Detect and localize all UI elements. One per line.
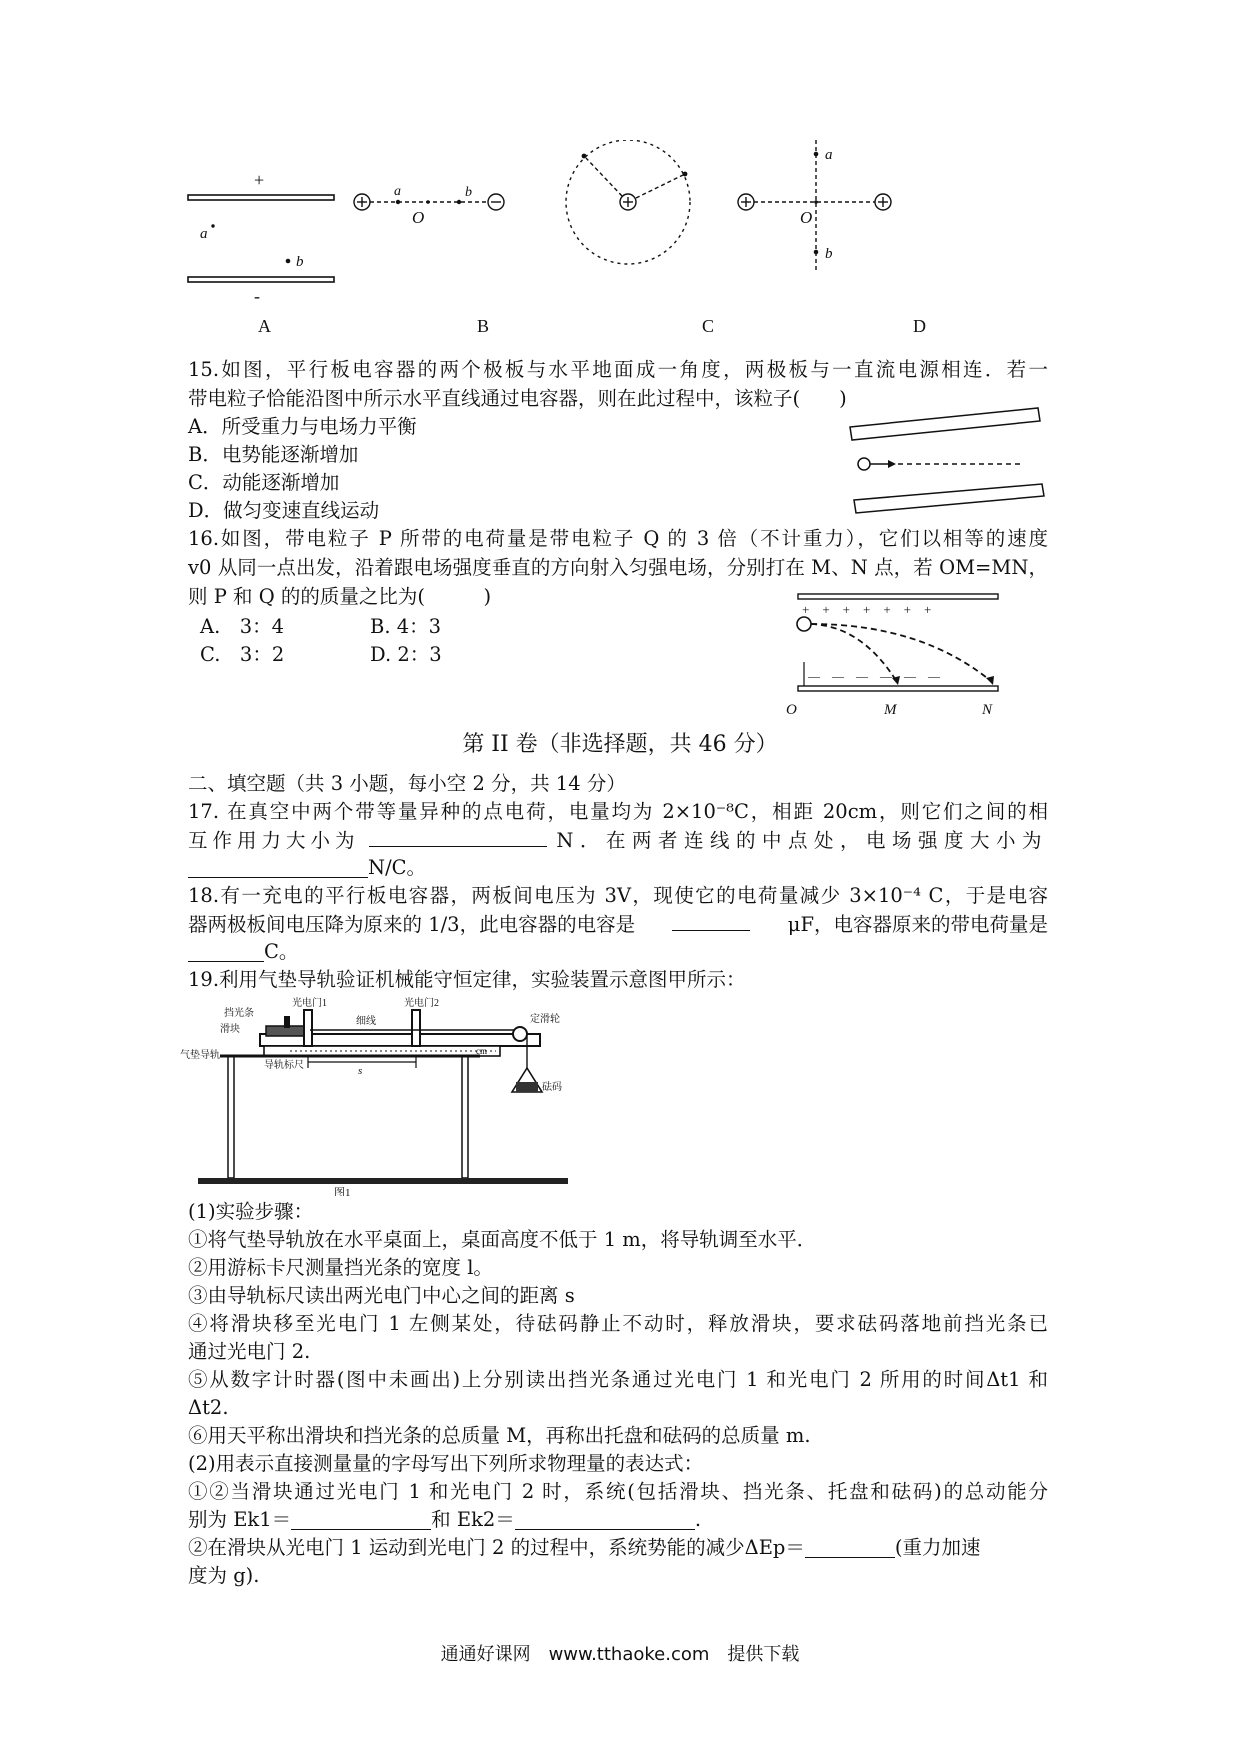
q19-ek1-blank[interactable] — [291, 1509, 431, 1530]
q19-fig-caption: 图1 — [334, 1187, 351, 1196]
q19-step5-line2: Δt2. — [188, 1396, 229, 1419]
q19-fig-shading: 挡光条 — [224, 1008, 254, 1019]
q16-figure — [782, 590, 1022, 722]
q15-option-b: B．电势能逐渐增加 — [188, 443, 359, 466]
q19-fig-s: s — [358, 1065, 363, 1077]
figure-a — [188, 195, 334, 282]
q16-option-c: C. 3：2 — [200, 643, 285, 666]
q17-line2-text-a: 互作用力大小为 — [188, 829, 360, 852]
q19-fig-scale: 导轨标尺 — [264, 1060, 304, 1071]
figure-d-point-a: a — [825, 147, 833, 163]
q19-fig-pulley: 定滑轮 — [530, 1014, 560, 1025]
q19-step2: ②用游标卡尺测量挡光条的宽度 l。 — [188, 1256, 493, 1279]
q18-line2-text-a: 器两极板间电压降为原来的 1/3，此电容器的电容是 — [188, 913, 636, 936]
q19-ep-blank[interactable] — [805, 1537, 895, 1558]
q16-fig-minus: — — — — — — — [808, 669, 941, 683]
q19-step5-line1: ⑤从数字计时器(图中未画出)上分别读出挡光条通过光电门 1 和光电门 2 所用的时间Δt1 和 — [188, 1368, 1048, 1391]
q19-expr1-line2 — [188, 1506, 1048, 1534]
q19-step4-line1: ④将滑块移至光电门 1 左侧某处，待砝码静止不动时，释放滑块，要求砝码落地前挡光条已 — [188, 1312, 1048, 1335]
figure-b-point-o: O — [412, 208, 425, 227]
q19-expr2-line1 — [188, 1534, 1048, 1562]
q19-expr1-line1: ①②当滑块通过光电门 1 和光电门 2 时，系统(包括滑块、挡光条、托盘和砝码)的总动能分 — [188, 1480, 1048, 1503]
q16-option-a: A. 3：4 — [200, 615, 285, 638]
q16-fig-n: N — [982, 702, 993, 718]
q16-fig-plus: + + + + + + + — [802, 602, 932, 617]
figure-a-minus: - — [254, 286, 260, 306]
figure-a-point-a: a — [200, 226, 208, 242]
figure-a-point-b: b — [296, 254, 304, 270]
q19-fig-cm: cm — [476, 1046, 487, 1056]
q19-step4-line2: 通过光电门 2. — [188, 1340, 311, 1363]
q18-answer-capacitance-blank[interactable] — [672, 910, 750, 931]
q15-option-a: A．所受重力与电场力平衡 — [188, 415, 417, 438]
section-2-subtitle: 二、填空题（共 3 小题，每小空 2 分，共 14 分） — [188, 772, 626, 795]
q18-answer-charge-blank[interactable] — [188, 941, 264, 962]
figure-label-c: C — [702, 316, 715, 336]
q17-line2-text-b: N．在两者连线的中点处，电场强度大小为 — [556, 829, 1048, 852]
q19-ep-tail: (重力加速 — [894, 1536, 981, 1559]
q19-fig-weight: 砝码 — [542, 1082, 562, 1093]
q19-step1: ①将气垫导轨放在水平桌面上，桌面高度不低于 1 m，将导轨调至水平． — [188, 1228, 817, 1251]
figure-label-a: A — [258, 316, 271, 336]
q15-stem-line2: 带电粒子恰能沿图中所示水平直线通过电容器，则在此过程中，该粒子( ) — [188, 387, 847, 410]
q19-part1-title: (1)实验步骤： — [188, 1200, 314, 1223]
figures-abcd — [180, 140, 1060, 340]
q19-step6: ⑥用天平称出滑块和挡光条的总质量 M，再称出托盘和砝码的总质量 m. — [188, 1424, 811, 1447]
q19-expr2-line2: 度为 g). — [188, 1564, 260, 1587]
figure-label-b: B — [477, 316, 490, 336]
q16-stem-line1: 16.如图，带电粒子 P 所带的电荷量是带电粒子 Q 的 3 倍（不计重力），它们以相等的速度 — [188, 527, 1048, 550]
q15-option-c: C．动能逐渐增加 — [188, 471, 340, 494]
figure-d-point-b: b — [825, 246, 833, 262]
q19-fig-gate1: 光电门1 — [292, 998, 327, 1009]
q17-line3-text: N/C。 — [368, 856, 427, 879]
section-2-title: 第 II 卷（非选择题，共 46 分） — [462, 732, 778, 757]
q17-line3 — [188, 854, 1048, 882]
q17-line1: 17. 在真空中两个带等量异种的点电荷，电量均为 2×10⁻⁸C，相距 20cm，则它们之间的相 — [188, 800, 1048, 823]
page-footer: 通通好课网 www.tthaoke.com 提供下载 — [440, 1644, 800, 1665]
figure-c — [566, 140, 690, 264]
q16-fig-o: O — [786, 702, 797, 718]
q19-fig-slider: 滑块 — [220, 1024, 240, 1035]
q19-line1: 19.利用气垫导轨验证机械能守恒定律，实验装置示意图甲所示： — [188, 968, 746, 991]
q19-ek1-label: 别为 Ek1＝ — [188, 1508, 292, 1531]
q18-line3-text: C。 — [264, 940, 299, 963]
q15-figure — [848, 404, 1048, 516]
q19-ek2-label: 和 Ek2＝ — [431, 1508, 515, 1531]
q18-line3 — [188, 938, 1048, 966]
q19-part2-title: (2)用表示直接测量量的字母写出下列所求物理量的表达式： — [188, 1452, 704, 1475]
q19-fig-gate2: 光电门2 — [404, 998, 439, 1009]
q19-ek-period: . — [694, 1508, 702, 1531]
figure-d-point-o: O — [800, 208, 813, 227]
q15-stem-line1: 15.如图，平行板电容器的两个极板与水平地面成一角度，两极板与一直流电源相连．若一 — [188, 358, 1048, 381]
q18-line1: 18.有一充电的平行板电容器，两板间电压为 3V，现使它的电荷量减少 3×10⁻⁴ C，于是电容 — [188, 884, 1048, 907]
q18-line2-text-b: μF，电容器原来的带电荷量是 — [787, 913, 1048, 936]
q18-line2 — [188, 910, 1048, 939]
q17-answer-force-blank[interactable] — [369, 826, 547, 847]
figure-b-point-a: a — [394, 184, 401, 199]
q19-fig-rail: 气垫导轨 — [180, 1050, 220, 1061]
figure-a-plus: + — [254, 170, 265, 190]
figure-label-d: D — [913, 316, 926, 336]
q16-fig-m: M — [884, 702, 897, 718]
q16-stem-line2: v0 从同一点出发，沿着跟电场强度垂直的方向射入匀强电场，分别打在 M、N 点，若 OM=MN， — [188, 556, 1048, 579]
q16-option-d: D. 2：3 — [370, 643, 442, 666]
figure-b-point-b: b — [465, 185, 472, 200]
q17-line2 — [188, 826, 1048, 855]
q19-step3: ③由导轨标尺读出两光电门中心之间的距离 s — [188, 1284, 575, 1307]
q17-answer-field-blank[interactable] — [188, 857, 368, 878]
q19-ep-label: ②在滑块从光电门 1 运动到光电门 2 的过程中，系统势能的减少ΔEp＝ — [188, 1536, 805, 1559]
q19-ek2-blank[interactable] — [515, 1509, 695, 1530]
q19-apparatus-figure — [180, 996, 640, 1196]
q16-option-b: B. 4：3 — [370, 615, 442, 638]
q19-fig-string: 细线 — [356, 1016, 376, 1027]
q16-stem-line3: 则 P 和 Q 的的质量之比为( ) — [188, 585, 492, 608]
q15-option-d: D．做匀变速直线运动 — [188, 499, 380, 522]
